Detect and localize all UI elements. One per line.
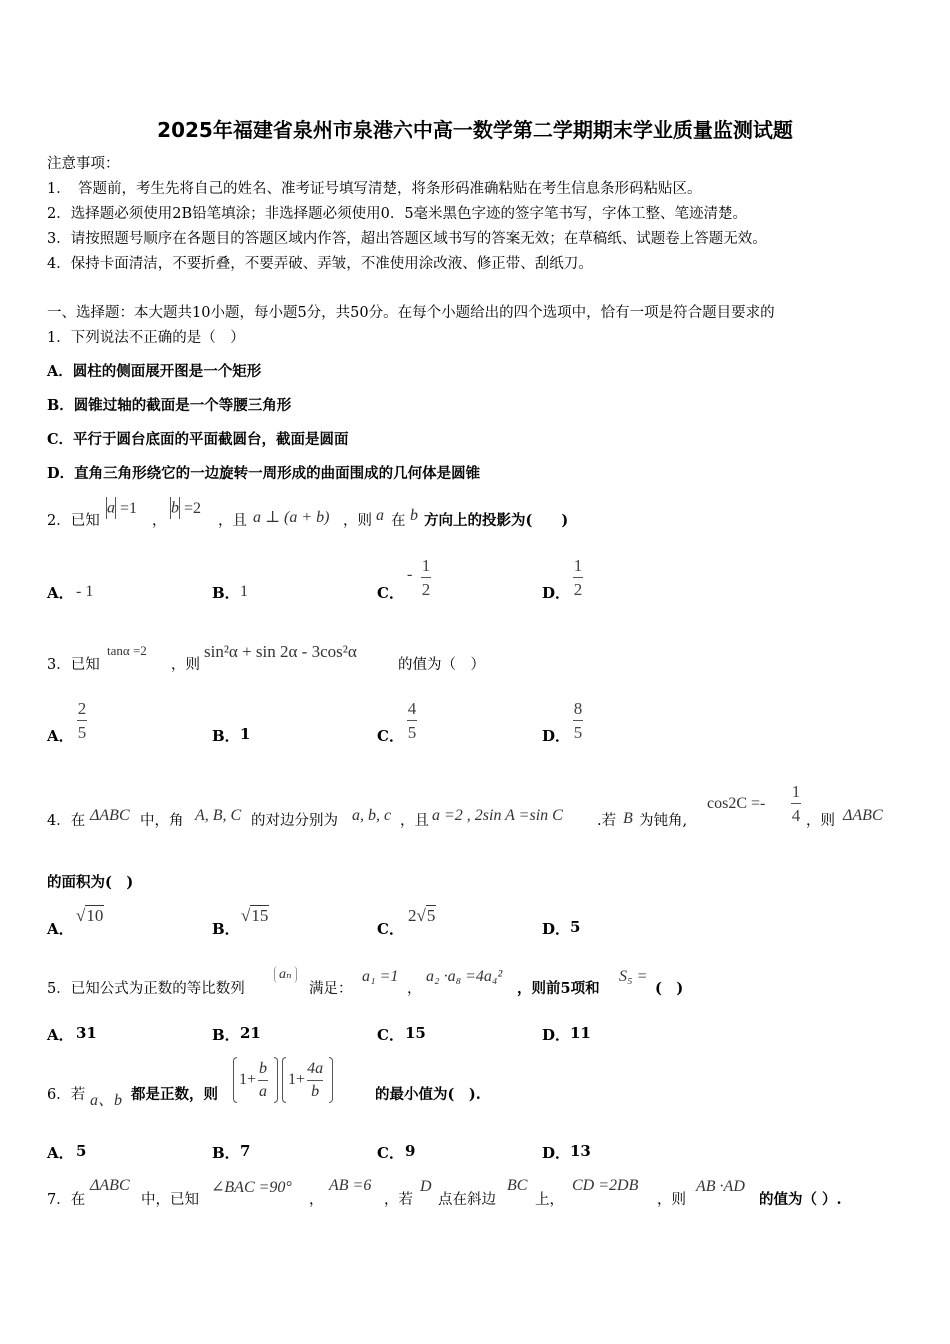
- numerator: 4a: [307, 1059, 324, 1077]
- option-label-b: B．: [212, 584, 240, 602]
- option-label-a: A．: [47, 584, 74, 602]
- eq-2: =2: [184, 499, 202, 517]
- section-heading: 一、选择题：本大题共10小题，每小题5分，共50分。在每个小题给出的四个选项中，恰有一项是符合题目要求的: [47, 305, 775, 321]
- right-paren-icon: [274, 1057, 278, 1103]
- fraction-bar: [77, 720, 87, 721]
- q7-text: 上，: [535, 1192, 564, 1208]
- left-paren-icon: [233, 1057, 237, 1103]
- q7-text: 点在斜边: [438, 1192, 496, 1208]
- notice-item: 2．选择题必须使用2B铅笔填涂；非选择题必须使用0．5毫米黑色字迹的签字笔书写，字体工整、笔迹清楚。: [47, 206, 748, 222]
- q4-text: ，且: [400, 813, 429, 829]
- question-1-option-d: D．直角三角形绕它的一边旋转一周形成的曲面围成的几何体是圆锥: [47, 465, 481, 482]
- minus-sign: -: [407, 566, 413, 583]
- var-b: b: [410, 507, 418, 524]
- var-a: a: [376, 507, 384, 524]
- question-2-option-b: 1: [240, 583, 248, 600]
- option-label-c: C．: [377, 1026, 404, 1044]
- question-5-option-b: 21: [240, 1024, 261, 1042]
- trig-expression: sin²α + sin 2α - 3cos²α: [204, 642, 357, 661]
- option-label-b: B．: [212, 727, 240, 745]
- denominator: b: [311, 1082, 320, 1100]
- option-label-d: D．: [542, 1144, 571, 1162]
- question-3-tail: 的值为（ ）: [398, 657, 485, 673]
- denominator: 2: [421, 580, 431, 599]
- denominator: 5: [407, 723, 417, 742]
- question-3-number: 3．已知: [47, 657, 100, 673]
- triangle-label: ΔABC: [843, 807, 883, 824]
- question-4-option-c: 2√5: [408, 906, 436, 925]
- triangle-label: ΔABC: [90, 1177, 130, 1194]
- notice-heading: 注意事项：: [47, 156, 120, 172]
- then-text: ，则: [171, 657, 200, 673]
- numerator: 4: [407, 699, 417, 718]
- point-D: D: [420, 1178, 432, 1195]
- abs-b-expression: [170, 497, 201, 519]
- condition: a =2 , 2sin A =sin C: [432, 807, 563, 824]
- variables: a、b: [90, 1092, 123, 1109]
- fraction: [573, 557, 583, 598]
- question-6-number: 6．若: [47, 1087, 86, 1103]
- option-label-d: D．: [542, 1026, 571, 1044]
- one-plus: 1+: [288, 1071, 306, 1088]
- question-1-option-c: C．平行于圆台底面的平面截圆台，截面是圆面: [47, 431, 349, 448]
- question-6-option-a: 5: [76, 1142, 87, 1160]
- option-label-c: C．: [377, 584, 404, 602]
- numerator: b: [259, 1059, 268, 1077]
- question-3-option-a: [77, 700, 87, 741]
- fraction: [791, 783, 801, 824]
- option-label-d: D．: [542, 920, 571, 938]
- coefficient: 2: [408, 906, 417, 925]
- question-6-option-d: 13: [570, 1142, 591, 1160]
- denominator: 5: [77, 723, 87, 742]
- fraction-bar: [573, 720, 583, 721]
- question-1-option-a: A．圆柱的侧面展开图是一个矩形: [47, 363, 262, 380]
- option-label-a: A．: [47, 1026, 74, 1044]
- question-2-number: 2．已知: [47, 513, 100, 529]
- denominator: 5: [573, 723, 583, 742]
- question-3-option-d: [573, 700, 583, 741]
- option-label-b: B．: [212, 1026, 240, 1044]
- question-2-tail: 方向上的投影为( ): [424, 512, 569, 529]
- question-6-option-b: 7: [240, 1142, 251, 1160]
- q5-text: ，则前5项和: [517, 980, 600, 997]
- question-6-tail: 的最小值为( ).: [375, 1086, 481, 1103]
- q4-text: 为钝角,: [639, 813, 688, 829]
- question-1-stem: 1．下列说法不正确的是（ ）: [47, 330, 245, 346]
- fraction: [407, 700, 417, 741]
- eq-1: =1: [120, 499, 138, 517]
- comma: ，: [152, 513, 167, 529]
- radicand: 15: [251, 906, 269, 925]
- question-2-option-d-fraction: [573, 557, 583, 598]
- var-B: B: [623, 810, 633, 827]
- q7-text: 中，已知: [141, 1192, 199, 1208]
- option-label-c: C．: [377, 1144, 404, 1162]
- option-label-a: A．: [47, 727, 74, 745]
- denominator: 2: [573, 580, 583, 599]
- option-label-c: C．: [377, 727, 404, 745]
- question-5-option-c: 15: [405, 1024, 426, 1042]
- abs-bar-icon: [115, 497, 116, 519]
- page-title: 2025年福建省泉州市泉港六中高一数学第二学期期末学业质量监测试题: [157, 118, 793, 142]
- fraction-bar: [421, 577, 431, 578]
- option-label-d: D．: [542, 584, 571, 602]
- q4-text: 的对边分别为: [251, 813, 338, 829]
- fraction-bar: [791, 803, 801, 804]
- segment-BC: BC: [507, 1177, 528, 1194]
- question-2-option-c-fraction: [421, 557, 431, 598]
- option-label-a: A．: [47, 920, 74, 938]
- option-label-b: B．: [212, 920, 240, 938]
- question-4-number: 4．在: [47, 813, 86, 829]
- numerator: 1: [791, 782, 801, 801]
- condition-expression: tanα =2: [107, 643, 147, 658]
- question-4-option-a: √10: [76, 906, 104, 925]
- sequence: aₙ: [274, 966, 297, 983]
- q5-text: 满足：: [309, 981, 353, 997]
- fraction: [421, 557, 431, 598]
- notice-item: 1． 答题前，考生先将自己的姓名、准考证号填写清楚，将条形码准确粘贴在考生信息条形码粘贴区。: [47, 181, 702, 197]
- var-b: b: [171, 499, 179, 517]
- numerator: 1: [573, 556, 583, 575]
- denominator: 4: [791, 806, 801, 825]
- fraction: [307, 1061, 323, 1100]
- question-7-number: 7．在: [47, 1192, 86, 1208]
- question-5-tail: ( ): [655, 980, 684, 997]
- option-label-b: B．: [212, 1144, 240, 1162]
- question-4-option-d: 5: [570, 918, 581, 936]
- abs-bar-icon: [179, 497, 180, 519]
- var-a: a: [107, 499, 115, 517]
- q4-text: .若: [597, 813, 617, 829]
- condition-1: a₁ =1: [362, 968, 399, 985]
- notice-item: 4．保持卡面清洁，不要折叠，不要弄破、弄皱，不准使用涂改液、修正带、刮纸刀。: [47, 256, 593, 272]
- question-6-option-c: 9: [405, 1142, 416, 1160]
- perp-expression: a ⊥ (a + b): [253, 509, 330, 526]
- product-expression: [233, 1057, 333, 1103]
- option-label-a: A．: [47, 1144, 74, 1162]
- fraction-bar: [258, 1080, 268, 1081]
- angles: A, B, C: [195, 807, 242, 824]
- fraction: [258, 1061, 268, 1100]
- then-text: ，则: [343, 513, 372, 529]
- fraction-bar: [407, 720, 417, 721]
- comma: ，: [309, 1192, 324, 1208]
- sum-s5: S₅ =: [619, 968, 648, 985]
- left-paren-icon: [282, 1057, 286, 1103]
- cos-fraction: [791, 783, 801, 824]
- q4-text: ，则: [806, 813, 835, 829]
- question-5-option-d: 11: [570, 1024, 591, 1042]
- q7-text: ，若: [384, 1192, 413, 1208]
- question-5-option-a: 31: [76, 1024, 97, 1042]
- cd-condition: CD =2DB: [572, 1177, 639, 1194]
- numerator: 8: [573, 699, 583, 718]
- angle-condition: ∠BAC =90°: [211, 1179, 292, 1196]
- question-4-line-2: 的面积为( ): [47, 874, 134, 891]
- dot-product: AB ·AD: [696, 1178, 745, 1195]
- option-label-c: C．: [377, 920, 404, 938]
- option-label-d: D．: [542, 727, 571, 745]
- numerator: 2: [77, 699, 87, 718]
- abs-a-expression: [106, 497, 137, 519]
- triangle-label: ΔABC: [90, 807, 130, 824]
- question-5-number: 5．已知公式为正数的等比数列: [47, 981, 245, 997]
- and-text: ，且: [218, 513, 247, 529]
- comma: ，: [407, 981, 422, 997]
- sides: a, b, c: [352, 807, 392, 824]
- question-1-option-b: B．圆锥过轴的截面是一个等腰三角形: [47, 397, 292, 414]
- q6-text: 都是正数，则: [131, 1086, 218, 1103]
- cos-expression: cos2C =-: [707, 795, 766, 812]
- notice-item: 3．请按照题号顺序在各题目的答题区域内作答，超出答题区域书写的答案无效；在草稿纸、试题卷上答题无效。: [47, 231, 767, 247]
- numerator: 1: [421, 556, 431, 575]
- condition-2: a₂ ·a₈ =4a₄²: [426, 968, 503, 985]
- right-paren-icon: [329, 1057, 333, 1103]
- on-text: 在: [391, 513, 406, 529]
- q4-text: 中，角: [140, 813, 184, 829]
- fraction: [77, 700, 87, 741]
- fraction-bar: [573, 577, 583, 578]
- fraction-bar: [307, 1080, 323, 1081]
- denominator: a: [259, 1082, 268, 1100]
- question-3-option-c: [407, 700, 417, 741]
- question-2-option-a: - 1: [76, 583, 94, 600]
- radicand: 10: [86, 906, 104, 925]
- question-4-option-b: √15: [241, 906, 269, 925]
- question-7-tail: 的值为（ ）.: [759, 1191, 842, 1208]
- ab-length: AB =6: [329, 1177, 372, 1194]
- question-3-option-b: 1: [240, 725, 251, 743]
- q7-text: ，则: [657, 1192, 686, 1208]
- fraction: [573, 700, 583, 741]
- radicand: 5: [426, 906, 436, 925]
- one-plus: 1+: [239, 1071, 257, 1088]
